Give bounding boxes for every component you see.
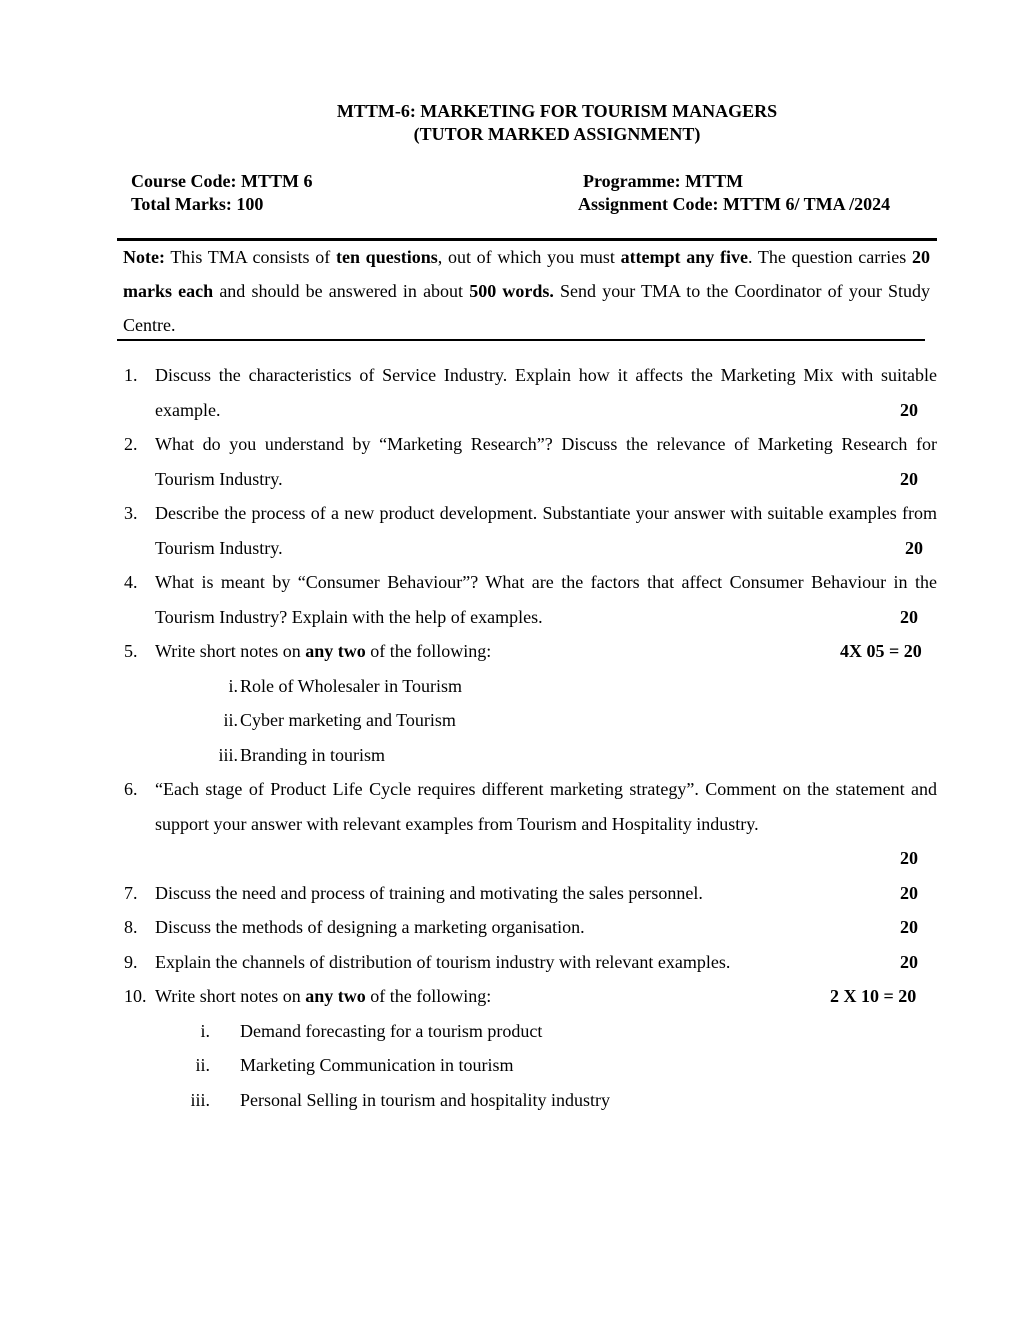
question-number: 8. (124, 917, 138, 937)
question-7 (124, 876, 937, 911)
subitem-number: iii. (218, 745, 238, 765)
subitem-number: ii. (223, 710, 238, 730)
question-text-part: of the following: (365, 986, 492, 1006)
subitem-number: ii. (195, 1055, 210, 1075)
question-text: “Each stage of Product Life Cycle requires different marketing strategy”. Comment on the statement and support your answer with relevant examples from Tourism and Hospitality industry. (155, 779, 937, 834)
divider-bottom (117, 339, 925, 341)
total-marks: Total Marks: 100 (131, 194, 264, 214)
question-marks: 20 (900, 469, 918, 489)
question-number: 10. (124, 986, 147, 1006)
note-text: and should be answered in about (213, 281, 470, 301)
question-10 (124, 979, 937, 1014)
question-emphasis: any two (305, 986, 366, 1006)
programme: Programme: MTTM (583, 171, 744, 191)
question-text-part: Write short notes on (155, 641, 306, 661)
question-text-part: Write short notes on (155, 986, 306, 1006)
question-marks: 20 (900, 848, 918, 868)
subitem-number: i. (200, 1021, 210, 1041)
question-text: Discuss the characteristics of Service Industry. Explain how it affects the Marketing Mix with suitable example. (155, 365, 937, 420)
question-9 (124, 945, 937, 980)
subitem-number: i. (228, 676, 238, 696)
question-text: Discuss the need and process of training and motivating the sales personnel. (155, 883, 703, 903)
question-text (155, 634, 937, 669)
question-marks: 4X 05 = 20 (840, 641, 922, 661)
note-emphasis: 500 words. (469, 281, 554, 301)
question-emphasis: any two (305, 641, 366, 661)
question-number: 7. (124, 883, 138, 903)
question-number: 4. (124, 572, 138, 592)
question-marks: 20 (900, 607, 918, 627)
question-marks: 20 (900, 917, 918, 937)
question-text: What is meant by “Consumer Behaviour”? What are the factors that affect Consumer Behaviour in the Tourism Industry? Explain with the help of examples. (155, 572, 937, 627)
subitem-text: Marketing Communication in tourism (240, 1055, 514, 1075)
question-number: 1. (124, 365, 138, 385)
question-number: 6. (124, 779, 138, 799)
question-5 (124, 634, 937, 669)
question-text: Explain the channels of distribution of tourism industry with relevant examples. (155, 952, 731, 972)
note-text: . The question carries (747, 247, 912, 267)
note-text: , out of which you must (437, 247, 621, 267)
question-1 (124, 358, 937, 427)
course-code: Course Code: MTTM 6 (131, 171, 313, 191)
question-text: Describe the process of a new product development. Substantiate your answer with suitable examples from Tourism Industry. (155, 503, 937, 558)
assignment-code: Assignment Code: MTTM 6/ TMA /2024 (578, 194, 891, 214)
question-3 (124, 496, 937, 565)
document-subtitle: (TUTOR MARKED ASSIGNMENT) (413, 124, 701, 144)
document-title: MTTM-6: MARKETING FOR TOURISM MANAGERS (336, 101, 778, 121)
note-label: Note: (123, 247, 165, 267)
subitem-text: Personal Selling in tourism and hospitality industry (240, 1090, 610, 1110)
subitem-text: Cyber marketing and Tourism (240, 710, 456, 730)
question-marks: 2 X 10 = 20 (830, 986, 917, 1006)
question-text: Discuss the methods of designing a marketing organisation. (155, 917, 585, 937)
instructions-note (123, 240, 930, 342)
subitem-text: Branding in tourism (240, 745, 385, 765)
question-2 (124, 427, 937, 496)
question-4 (124, 565, 937, 634)
question-number: 5. (124, 641, 138, 661)
subitem-text: Demand forecasting for a tourism product (240, 1021, 543, 1041)
question-text-part: of the following: (365, 641, 492, 661)
question-marks: 20 (900, 952, 918, 972)
question-number: 2. (124, 434, 138, 454)
note-emphasis: 20 marks each (123, 247, 930, 301)
note-text: Send your TMA to the Coordinator of your Study Centre. (123, 281, 930, 335)
note-emphasis: ten questions (335, 247, 438, 267)
question-marks: 20 (900, 400, 918, 420)
subitem-number: iii. (190, 1090, 210, 1110)
question-text (155, 979, 937, 1014)
question-6 (124, 772, 937, 841)
note-emphasis: attempt any five (620, 247, 748, 267)
question-marks: 20 (905, 538, 923, 558)
question-text: What do you understand by “Marketing Research”? Discuss the relevance of Marketing Research for Tourism Industry. (155, 434, 937, 489)
note-text: This TMA consists of (164, 247, 336, 267)
subitem-text: Role of Wholesaler in Tourism (240, 676, 463, 696)
question-8 (124, 910, 937, 945)
question-number: 3. (124, 503, 138, 523)
question-number: 9. (124, 952, 138, 972)
question-marks: 20 (900, 883, 918, 903)
